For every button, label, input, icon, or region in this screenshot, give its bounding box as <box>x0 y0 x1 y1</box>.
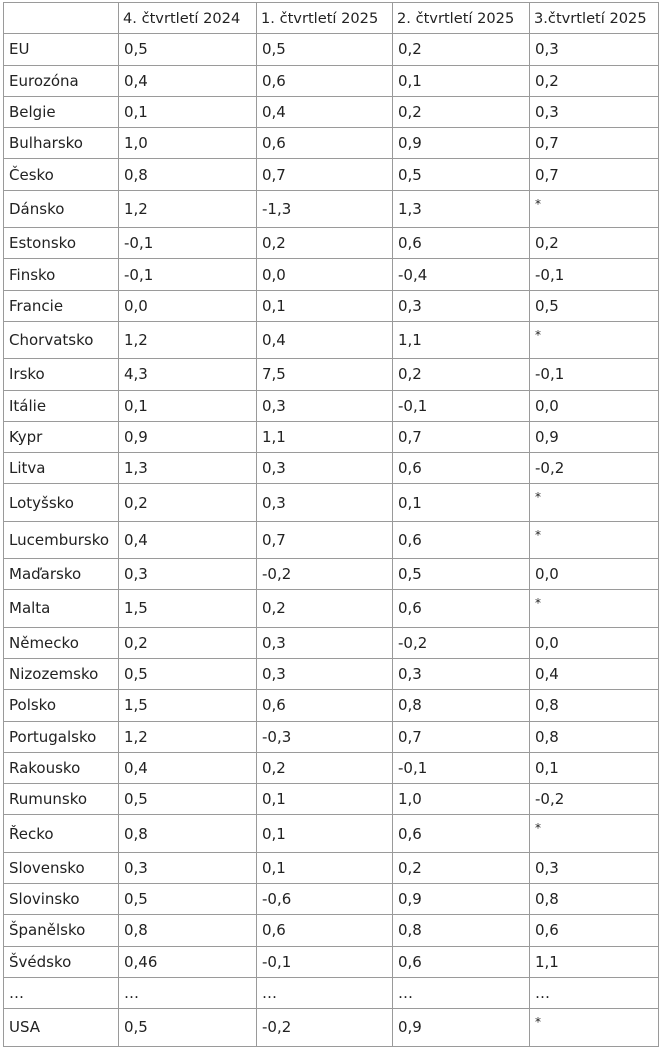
country-cell: Řecko <box>4 815 119 852</box>
country-cell: Česko <box>4 159 119 190</box>
country-cell: Maďarsko <box>4 559 119 590</box>
table-row <box>4 721 659 752</box>
q1-2025-cell: 0,3 <box>257 484 393 521</box>
q1-2025-cell: -0,2 <box>257 559 393 590</box>
q3-2025-cell: * <box>530 190 659 227</box>
q4-2024-cell: 0,1 <box>119 390 257 421</box>
country-cell: Litva <box>4 453 119 484</box>
country-cell: Lotyšsko <box>4 484 119 521</box>
q3-2025-cell: 0,8 <box>530 690 659 721</box>
q3-2025-cell: * <box>530 484 659 521</box>
q4-2024-cell: 0,8 <box>119 815 257 852</box>
table-row <box>4 852 659 883</box>
q3-2025-cell: * <box>530 321 659 358</box>
country-cell: Španělsko <box>4 915 119 946</box>
country-cell: Slovinsko <box>4 884 119 915</box>
q4-2024-cell: 0,4 <box>119 752 257 783</box>
q3-2025-cell: 0,0 <box>530 390 659 421</box>
table-row <box>4 784 659 815</box>
q1-2025-cell: 0,4 <box>257 96 393 127</box>
q1-2025-cell: 0,1 <box>257 290 393 321</box>
q1-2025-cell: 0,6 <box>257 65 393 96</box>
table-row <box>4 977 659 1008</box>
q2-2025-cell: 0,7 <box>393 721 530 752</box>
q1-2025-cell: 0,7 <box>257 521 393 558</box>
q4-2024-cell: 0,46 <box>119 946 257 977</box>
q3-2025-cell: 0,2 <box>530 228 659 259</box>
q1-2025-cell: 7,5 <box>257 359 393 390</box>
country-cell: Irsko <box>4 359 119 390</box>
q2-2025-cell: 0,6 <box>393 590 530 627</box>
table-row <box>4 34 659 65</box>
header-cell-q1-2025: 1. čtvrtletí 2025 <box>257 3 393 34</box>
country-cell: Lucembursko <box>4 521 119 558</box>
q2-2025-cell: 0,5 <box>393 159 530 190</box>
q2-2025-cell: 0,7 <box>393 421 530 452</box>
q4-2024-cell: 0,0 <box>119 290 257 321</box>
q1-2025-cell: -1,3 <box>257 190 393 227</box>
q2-2025-cell: 0,6 <box>393 946 530 977</box>
table-row <box>4 884 659 915</box>
q3-2025-cell: -0,1 <box>530 259 659 290</box>
q3-2025-cell: 0,1 <box>530 752 659 783</box>
q2-2025-cell: 0,8 <box>393 915 530 946</box>
table-row <box>4 590 659 627</box>
country-cell: Dánsko <box>4 190 119 227</box>
q3-2025-cell: -0,1 <box>530 359 659 390</box>
q3-2025-cell: 0,9 <box>530 421 659 452</box>
country-cell: Rakousko <box>4 752 119 783</box>
q2-2025-cell: 1,3 <box>393 190 530 227</box>
q1-2025-cell: 0,1 <box>257 784 393 815</box>
q4-2024-cell: 4,3 <box>119 359 257 390</box>
country-cell: Belgie <box>4 96 119 127</box>
q4-2024-cell: 0,2 <box>119 484 257 521</box>
country-cell: Nizozemsko <box>4 658 119 689</box>
table-row <box>4 128 659 159</box>
q2-2025-cell: -0,2 <box>393 627 530 658</box>
q1-2025-cell: 0,5 <box>257 34 393 65</box>
q3-2025-cell: 0,3 <box>530 852 659 883</box>
q4-2024-cell: 0,1 <box>119 96 257 127</box>
q4-2024-cell: 0,5 <box>119 1009 257 1046</box>
q1-2025-cell: 0,3 <box>257 658 393 689</box>
q4-2024-cell: 0,5 <box>119 658 257 689</box>
q2-2025-cell: 0,9 <box>393 128 530 159</box>
q2-2025-cell: -0,1 <box>393 390 530 421</box>
q1-2025-cell: 0,2 <box>257 228 393 259</box>
q4-2024-cell: 1,2 <box>119 190 257 227</box>
header-row <box>4 3 659 34</box>
table-row <box>4 627 659 658</box>
q3-2025-cell: 0,2 <box>530 65 659 96</box>
q2-2025-cell: -0,4 <box>393 259 530 290</box>
table-body <box>4 34 659 1046</box>
q3-2025-cell: * <box>530 521 659 558</box>
header-cell-q3-2025: 3.čtvrtletí 2025 <box>530 3 659 34</box>
country-cell: Polsko <box>4 690 119 721</box>
q2-2025-cell: 0,1 <box>393 484 530 521</box>
q1-2025-cell: 0,6 <box>257 128 393 159</box>
q1-2025-cell: 0,2 <box>257 752 393 783</box>
table-row <box>4 65 659 96</box>
q1-2025-cell: … <box>257 977 393 1008</box>
q2-2025-cell: 0,2 <box>393 34 530 65</box>
q4-2024-cell: 1,5 <box>119 590 257 627</box>
q2-2025-cell: 0,6 <box>393 453 530 484</box>
country-cell: Kypr <box>4 421 119 452</box>
q3-2025-cell: -0,2 <box>530 453 659 484</box>
q2-2025-cell: -0,1 <box>393 752 530 783</box>
country-cell: Francie <box>4 290 119 321</box>
q2-2025-cell: … <box>393 977 530 1008</box>
q2-2025-cell: 0,1 <box>393 65 530 96</box>
country-cell: Finsko <box>4 259 119 290</box>
table-row <box>4 559 659 590</box>
q3-2025-cell: 0,3 <box>530 96 659 127</box>
country-cell: Švédsko <box>4 946 119 977</box>
table-row <box>4 690 659 721</box>
q4-2024-cell: 1,3 <box>119 453 257 484</box>
q4-2024-cell: 0,3 <box>119 852 257 883</box>
country-cell: Eurozóna <box>4 65 119 96</box>
q1-2025-cell: -0,3 <box>257 721 393 752</box>
country-cell: USA <box>4 1009 119 1046</box>
country-cell: Portugalsko <box>4 721 119 752</box>
q4-2024-cell: 0,9 <box>119 421 257 452</box>
q4-2024-cell: 0,8 <box>119 159 257 190</box>
q1-2025-cell: 0,0 <box>257 259 393 290</box>
country-cell: Itálie <box>4 390 119 421</box>
q3-2025-cell: 0,8 <box>530 884 659 915</box>
table-row <box>4 521 659 558</box>
table-row <box>4 946 659 977</box>
table-row <box>4 228 659 259</box>
country-cell: Malta <box>4 590 119 627</box>
q4-2024-cell: 0,8 <box>119 915 257 946</box>
q2-2025-cell: 0,9 <box>393 884 530 915</box>
q2-2025-cell: 0,2 <box>393 852 530 883</box>
q1-2025-cell: 0,1 <box>257 815 393 852</box>
q4-2024-cell: 0,5 <box>119 34 257 65</box>
q2-2025-cell: 0,6 <box>393 228 530 259</box>
country-cell: Estonsko <box>4 228 119 259</box>
q1-2025-cell: 0,6 <box>257 915 393 946</box>
q3-2025-cell: 0,5 <box>530 290 659 321</box>
q2-2025-cell: 0,6 <box>393 815 530 852</box>
table-row <box>4 1009 659 1046</box>
table-row <box>4 658 659 689</box>
q4-2024-cell: -0,1 <box>119 259 257 290</box>
q3-2025-cell: 0,0 <box>530 559 659 590</box>
q3-2025-cell: 0,7 <box>530 128 659 159</box>
q4-2024-cell: 1,2 <box>119 321 257 358</box>
country-cell: Německo <box>4 627 119 658</box>
q2-2025-cell: 0,3 <box>393 290 530 321</box>
q4-2024-cell: 0,5 <box>119 784 257 815</box>
q3-2025-cell: * <box>530 590 659 627</box>
table-row <box>4 321 659 358</box>
q1-2025-cell: -0,6 <box>257 884 393 915</box>
table-row <box>4 159 659 190</box>
q1-2025-cell: 0,2 <box>257 590 393 627</box>
q3-2025-cell: 0,4 <box>530 658 659 689</box>
table-row <box>4 359 659 390</box>
q2-2025-cell: 0,2 <box>393 359 530 390</box>
table-row <box>4 259 659 290</box>
gdp-growth-table <box>3 2 659 1047</box>
table-row <box>4 815 659 852</box>
q4-2024-cell: 0,4 <box>119 521 257 558</box>
q2-2025-cell: 1,0 <box>393 784 530 815</box>
q1-2025-cell: 0,1 <box>257 852 393 883</box>
q1-2025-cell: 1,1 <box>257 421 393 452</box>
q1-2025-cell: -0,2 <box>257 1009 393 1046</box>
q3-2025-cell: -0,2 <box>530 784 659 815</box>
table-row <box>4 96 659 127</box>
q3-2025-cell: 1,1 <box>530 946 659 977</box>
q4-2024-cell: 0,3 <box>119 559 257 590</box>
q1-2025-cell: 0,3 <box>257 453 393 484</box>
header-cell-q4-2024: 4. čtvrtletí 2024 <box>119 3 257 34</box>
table-row <box>4 390 659 421</box>
q1-2025-cell: 0,4 <box>257 321 393 358</box>
country-cell: EU <box>4 34 119 65</box>
country-cell: Rumunsko <box>4 784 119 815</box>
q4-2024-cell: 0,5 <box>119 884 257 915</box>
q4-2024-cell: 1,2 <box>119 721 257 752</box>
q1-2025-cell: 0,3 <box>257 390 393 421</box>
table-row <box>4 453 659 484</box>
q4-2024-cell: 0,2 <box>119 627 257 658</box>
q1-2025-cell: -0,1 <box>257 946 393 977</box>
table-row <box>4 421 659 452</box>
q3-2025-cell: * <box>530 1009 659 1046</box>
q2-2025-cell: 0,2 <box>393 96 530 127</box>
q3-2025-cell: 0,3 <box>530 34 659 65</box>
q2-2025-cell: 0,8 <box>393 690 530 721</box>
q4-2024-cell: 1,5 <box>119 690 257 721</box>
q3-2025-cell: * <box>530 815 659 852</box>
q1-2025-cell: 0,3 <box>257 627 393 658</box>
q2-2025-cell: 0,3 <box>393 658 530 689</box>
q4-2024-cell: … <box>119 977 257 1008</box>
q4-2024-cell: 0,4 <box>119 65 257 96</box>
q3-2025-cell: … <box>530 977 659 1008</box>
table-row <box>4 915 659 946</box>
q3-2025-cell: 0,7 <box>530 159 659 190</box>
q1-2025-cell: 0,7 <box>257 159 393 190</box>
table-row <box>4 752 659 783</box>
q2-2025-cell: 0,6 <box>393 521 530 558</box>
q2-2025-cell: 0,9 <box>393 1009 530 1046</box>
country-cell: Chorvatsko <box>4 321 119 358</box>
q3-2025-cell: 0,8 <box>530 721 659 752</box>
country-cell: … <box>4 977 119 1008</box>
q3-2025-cell: 0,6 <box>530 915 659 946</box>
table-row <box>4 290 659 321</box>
country-cell: Slovensko <box>4 852 119 883</box>
table-row <box>4 190 659 227</box>
q3-2025-cell: 0,0 <box>530 627 659 658</box>
header-cell-q2-2025: 2. čtvrtletí 2025 <box>393 3 530 34</box>
country-cell: Bulharsko <box>4 128 119 159</box>
q4-2024-cell: 1,0 <box>119 128 257 159</box>
table-row <box>4 484 659 521</box>
q4-2024-cell: -0,1 <box>119 228 257 259</box>
q2-2025-cell: 0,5 <box>393 559 530 590</box>
header-cell-country <box>4 3 119 34</box>
q2-2025-cell: 1,1 <box>393 321 530 358</box>
q1-2025-cell: 0,6 <box>257 690 393 721</box>
